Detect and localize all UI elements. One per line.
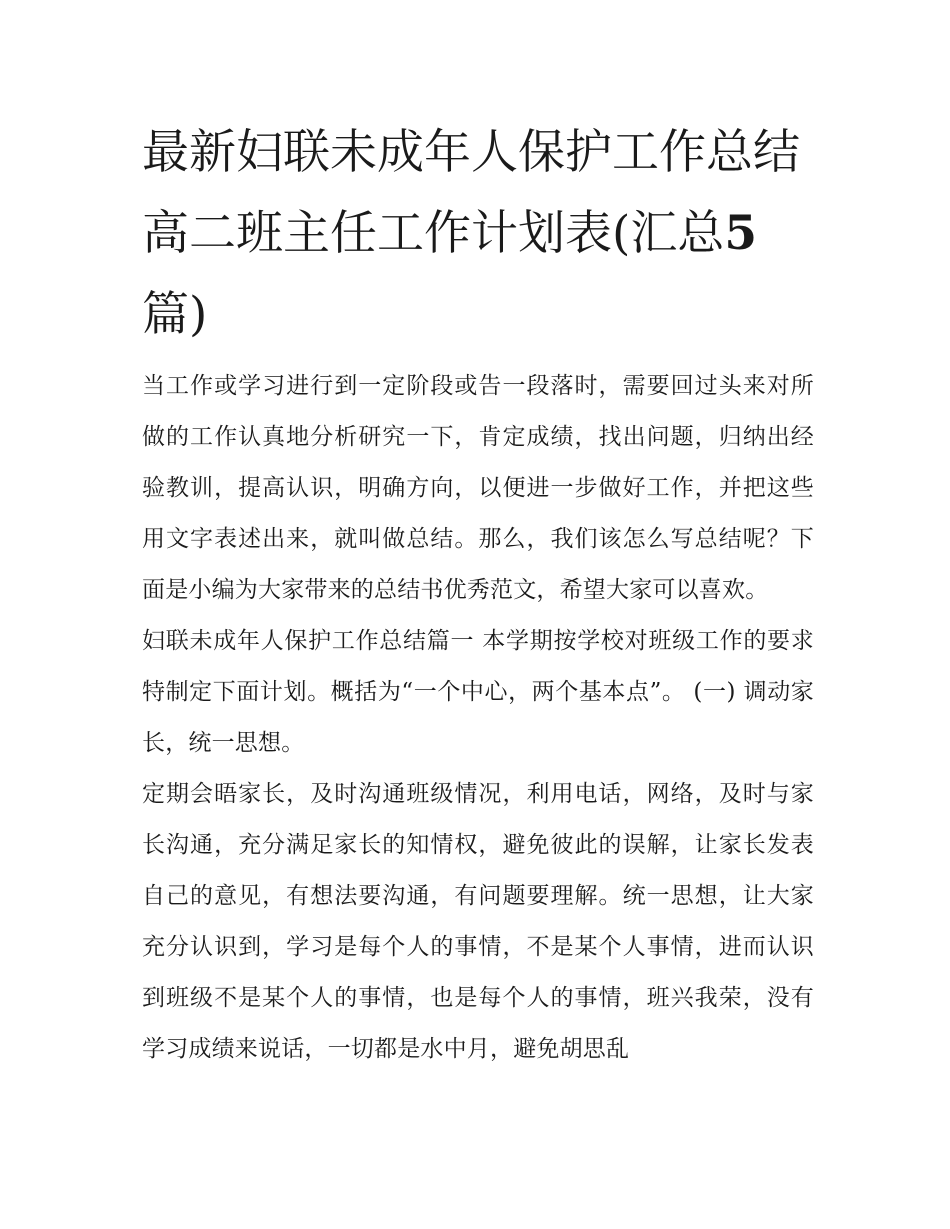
paragraph-section-one: 妇联未成年人保护工作总结篇一 本学期按学校对班级工作的要求特制定下面计划。概括为“一个中心，两个基本点”。 (一) 调动家长，统一思想。	[142, 628, 814, 756]
document-title	[142, 112, 814, 355]
paragraph-parents: 定期会晤家长，及时沟通班级情况，利用电话，网络，及时与家长沟通，充分满足家长的知情权，避免彼此的误解，让家长发表自己的意见，有想法要沟通，有问题要理解。统一思想，让大家充分认识到，学习是每个人的事情，不是某个人事情，进而认识到班级不是某个人的事情，也是每个人的事情，班兴我荣，没有学习成绩来说话，一切都是水中月，避免胡思乱	[142, 781, 814, 1062]
paragraph-intro: 当工作或学习进行到一定阶段或告一段落时，需要回过头来对所做的工作认真地分析研究一下，肯定成绩，找出问题，归纳出经验教训，提高认识，明确方向，以便进一步做好工作，并把这些用文字表述出来，就叫做总结。那么，我们该怎么写总结呢？下面是小编为大家带来的总结书优秀范文，希望大家可以喜欢。	[142, 373, 814, 603]
title-text: 最新妇联未成年人保护工作总结 高二班主任工作计划表(汇总	[142, 125, 800, 261]
title-number: 5	[724, 206, 758, 261]
title-suffix: 篇)	[142, 287, 208, 342]
document-page	[142, 112, 814, 1075]
